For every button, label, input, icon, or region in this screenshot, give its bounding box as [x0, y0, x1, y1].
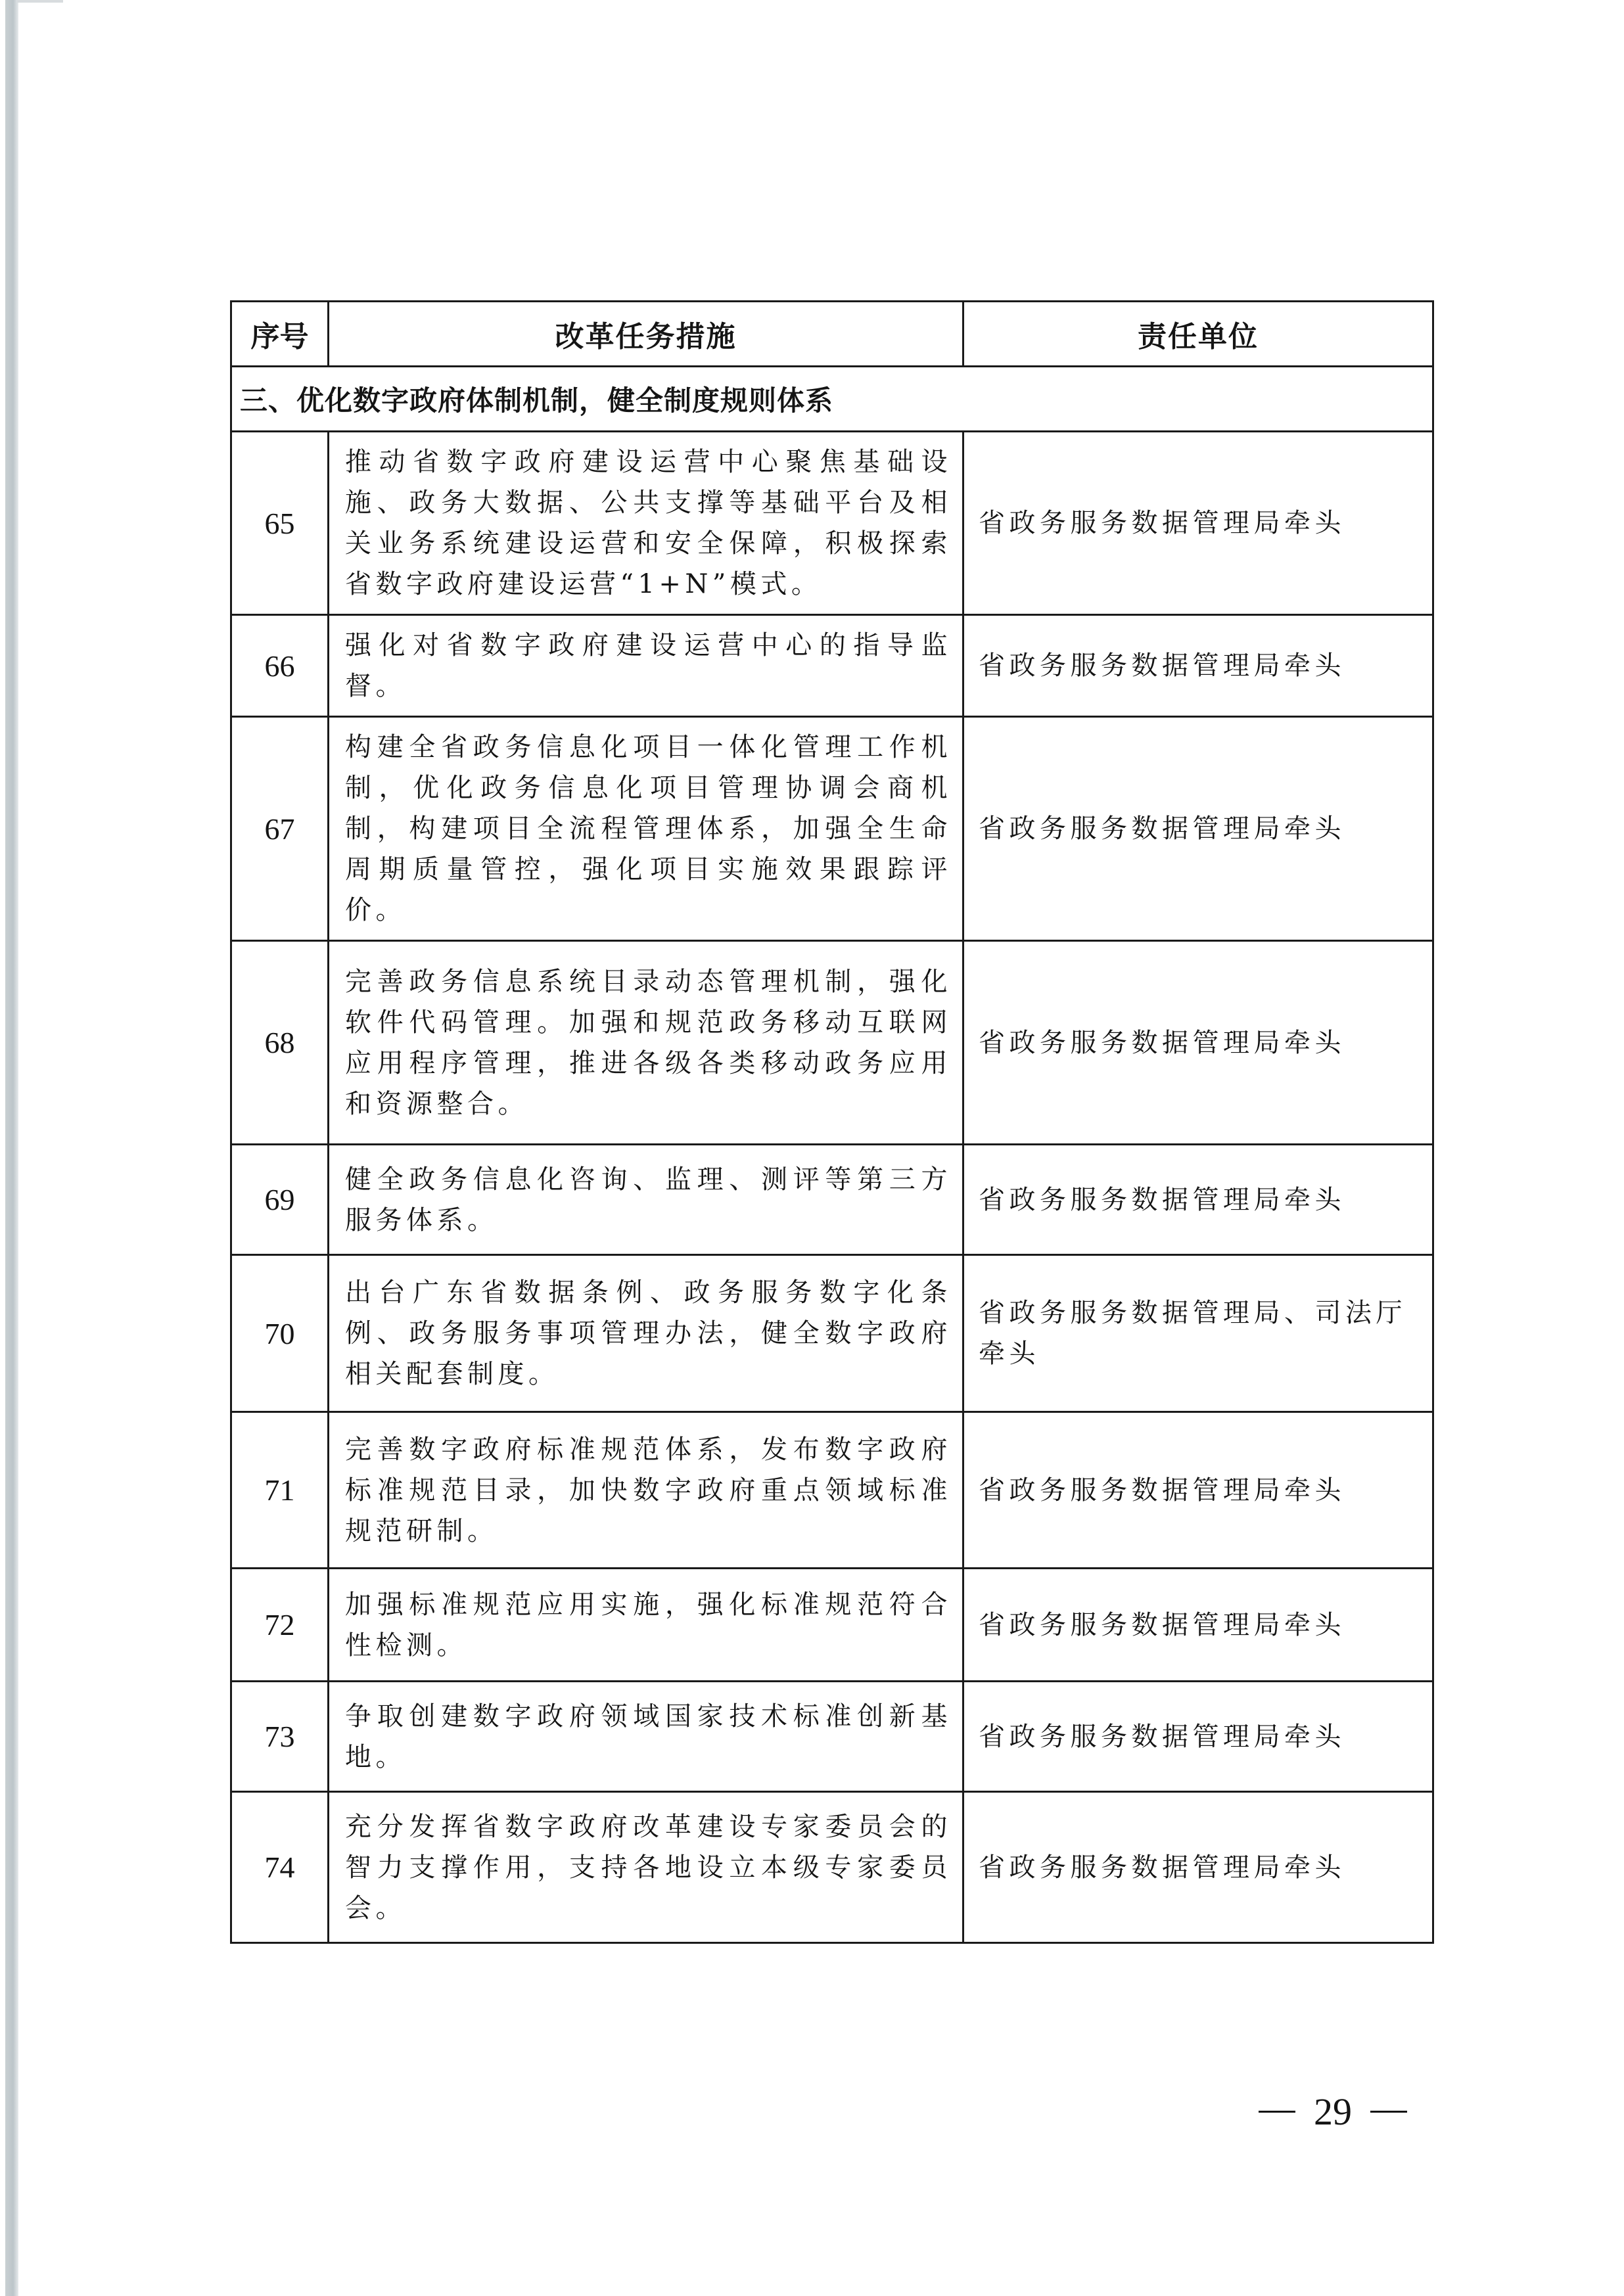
table-row [231, 1255, 1433, 1412]
row-unit: 省政务服务数据管理局牵头 [963, 941, 1433, 1145]
row-number: 68 [231, 941, 329, 1145]
row-task: 争取创建数字政府领域国家技术标准创新基地。 [329, 1682, 963, 1792]
page-footer [1259, 2090, 1407, 2134]
scan-edge-shadow [5, 0, 18, 2296]
row-number: 69 [231, 1145, 329, 1255]
row-number: 65 [231, 432, 329, 615]
row-unit: 省政务服务数据管理局牵头 [963, 432, 1433, 615]
row-unit: 省政务服务数据管理局牵头 [963, 717, 1433, 941]
section-title: 三、优化数字政府体制机制，健全制度规则体系 [231, 367, 1433, 432]
section-row [231, 367, 1433, 432]
row-number: 72 [231, 1569, 329, 1682]
row-task: 出台广东省数据条例、政务服务数字化条例、政务服务事项管理办法，健全数字政府相关配套制度。 [329, 1255, 963, 1412]
row-number: 66 [231, 615, 329, 717]
table-row [231, 1792, 1433, 1943]
page-dash-right [1370, 2111, 1407, 2113]
reform-task-table [230, 300, 1434, 1944]
page-dash-left [1259, 2111, 1295, 2113]
table-row [231, 1569, 1433, 1682]
reform-task-table-container [230, 300, 1432, 1944]
row-task: 充分发挥省数字政府改革建设专家委员会的智力支撑作用，支持各地设立本级专家委员会。 [329, 1792, 963, 1943]
table-row [231, 432, 1433, 615]
row-unit: 省政务服务数据管理局牵头 [963, 1682, 1433, 1792]
row-number: 74 [231, 1792, 329, 1943]
page-number: 29 [1314, 2090, 1352, 2133]
table-row [231, 941, 1433, 1145]
row-unit: 省政务服务数据管理局牵头 [963, 1412, 1433, 1569]
header-responsible-unit: 责任单位 [963, 302, 1433, 367]
row-task: 推动省数字政府建设运营中心聚焦基础设施、政务大数据、公共支撑等基础平台及相关业务系统建设运营和安全保障，积极探索省数字政府建设运营“1+N”模式。 [329, 432, 963, 615]
row-number: 71 [231, 1412, 329, 1569]
row-unit: 省政务服务数据管理局牵头 [963, 1145, 1433, 1255]
row-number: 67 [231, 717, 329, 941]
table-row [231, 1145, 1433, 1255]
table-row [231, 1412, 1433, 1569]
row-task: 完善政务信息系统目录动态管理机制，强化软件代码管理。加强和规范政务移动互联网应用程序管理，推进各级各类移动政务应用和资源整合。 [329, 941, 963, 1145]
row-number: 73 [231, 1682, 329, 1792]
row-task: 构建全省政务信息化项目一体化管理工作机制，优化政务信息化项目管理协调会商机制，构建项目全流程管理体系，加强全生命周期质量管控，强化项目实施效果跟踪评价。 [329, 717, 963, 941]
row-unit: 省政务服务数据管理局牵头 [963, 1569, 1433, 1682]
row-task: 完善数字政府标准规范体系，发布数字政府标准规范目录，加快数字政府重点领域标准规范研制。 [329, 1412, 963, 1569]
row-unit: 省政务服务数据管理局、司法厅牵头 [963, 1255, 1433, 1412]
row-unit: 省政务服务数据管理局牵头 [963, 1792, 1433, 1943]
table-header-row [231, 302, 1433, 367]
row-number: 70 [231, 1255, 329, 1412]
scan-edge-mark [17, 0, 63, 3]
row-task: 强化对省数字政府建设运营中心的指导监督。 [329, 615, 963, 717]
row-task: 加强标准规范应用实施，强化标准规范符合性检测。 [329, 1569, 963, 1682]
table-row [231, 1682, 1433, 1792]
table-row [231, 615, 1433, 717]
header-reform-task: 改革任务措施 [329, 302, 963, 367]
row-task: 健全政务信息化咨询、监理、测评等第三方服务体系。 [329, 1145, 963, 1255]
row-unit: 省政务服务数据管理局牵头 [963, 615, 1433, 717]
header-serial-number: 序号 [231, 302, 329, 367]
table-row [231, 717, 1433, 941]
